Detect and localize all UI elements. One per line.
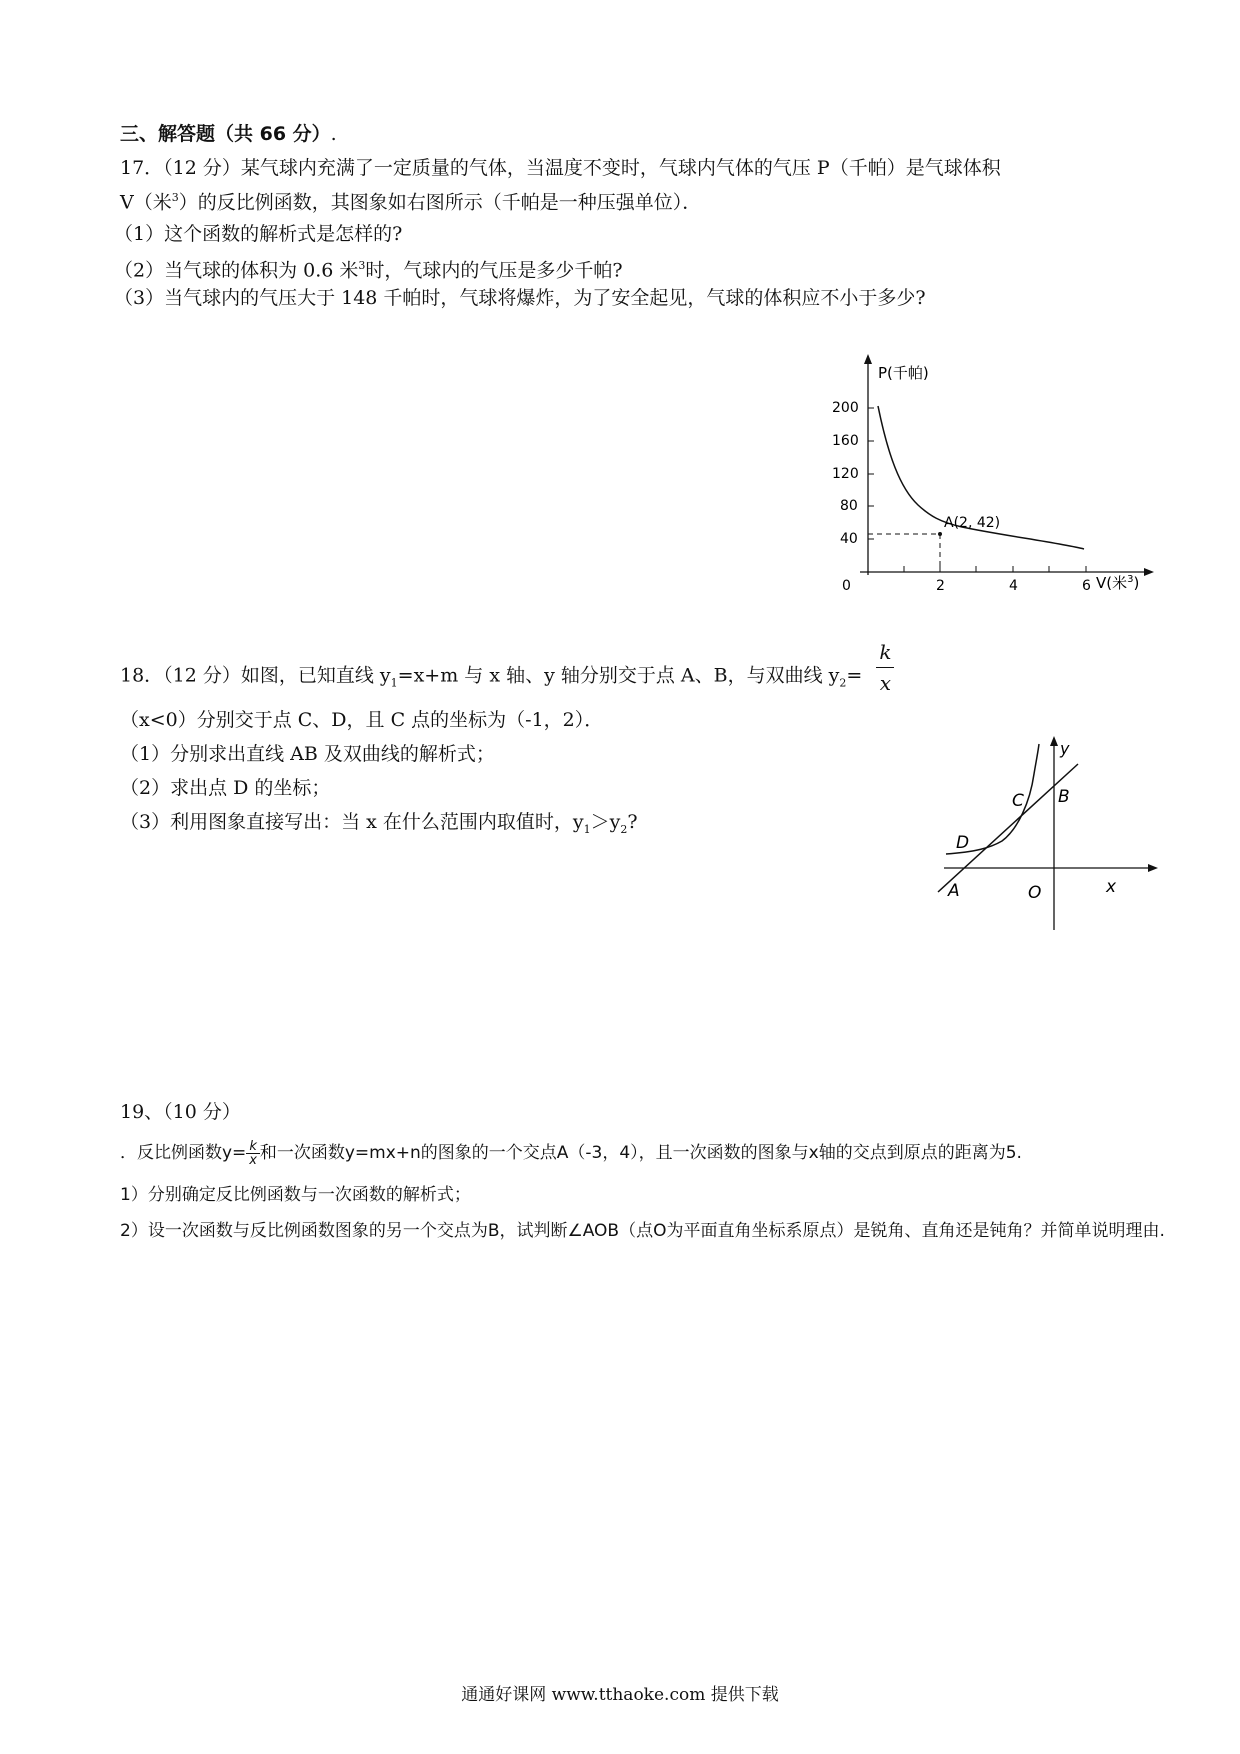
- q19-heading: 19、（10 分）: [120, 1101, 241, 1123]
- point-d-label: D: [956, 833, 970, 853]
- point-c-label: C: [1012, 791, 1024, 811]
- y-axis-label: P(千帕): [878, 364, 929, 382]
- point-a-label: A(2, 42): [944, 515, 1001, 531]
- q17-sub3: （3）当气球内的气压大于 148 千帕时，气球将爆炸，为了安全起见，气球的体积应不小于多少?: [114, 287, 926, 309]
- x-tick-label: 2: [936, 578, 945, 594]
- x-axis-label: x: [1106, 877, 1117, 897]
- origin-label: 0: [842, 578, 851, 594]
- x-axis-label: V(米$^3$): [1096, 574, 1140, 592]
- fraction-k-over-x: $\frac{k}{x}$: [876, 637, 894, 698]
- fraction-k-over-x: $\frac{k}{x}$: [246, 1140, 260, 1167]
- y-tick-label: 40: [840, 531, 858, 547]
- x-axis-arrow: [1148, 864, 1158, 872]
- q18-sub3: （3）利用图象直接写出：当 x 在什么范围内取值时，$y_1>y_2$?: [120, 811, 638, 836]
- y-axis-label: y: [1060, 739, 1070, 758]
- x-tick-label: 6: [1082, 578, 1091, 594]
- line-ab: [938, 764, 1078, 892]
- y-axis-arrow: [864, 354, 872, 364]
- q19-line1: ．反比例函数y= $\frac{k}{x}$ 和一次函数y=mx+n的图象的一个交点A（-3，4），且一次函数的图象与x轴的交点到原点的距离为5.: [120, 1138, 1022, 1168]
- x-tick-label: 4: [1009, 578, 1018, 594]
- q18-sub1: （1）分别求出直线 AB 及双曲线的解析式；: [120, 743, 495, 765]
- line-hyperbola-graph: [930, 730, 1170, 940]
- y-tick-label: 120: [832, 466, 859, 482]
- q19-sub2: 2）设一次函数与反比例函数图象的另一个交点为B，试判断∠AOB（点O为平面直角坐标系原点）是锐角、直角还是钝角？并简单说明理由.: [120, 1221, 1165, 1241]
- point-a-label: A: [948, 881, 960, 901]
- y-tick-label: 160: [832, 433, 859, 449]
- y-tick-label: 200: [832, 400, 859, 416]
- q18-line2: （x<0）分别交于点 C、D，且 C 点的坐标为（-1，2）．: [120, 709, 604, 731]
- q19-sub1: 1）分别确定反比例函数与一次函数的解析式；: [120, 1185, 471, 1205]
- q17-sub1: （1）这个函数的解析式是怎样的?: [114, 223, 403, 245]
- q18-line1: 18．（12 分）如图，已知直线 $y_1=x+m$ 与 x 轴、y 轴分别交于点 A、B，与双曲线 $y_2=$ $\frac{k}{x}$: [120, 655, 894, 698]
- y-axis-arrow: [1050, 736, 1058, 746]
- section-heading: 三、解答题（共 66 分）.: [120, 123, 337, 145]
- pressure-volume-graph: [820, 350, 1160, 610]
- q17-line1: 17．（12 分）某气球内充满了一定质量的气体，当温度不变时，气球内气体的气压 P（千帕）是气球体积: [120, 157, 1001, 179]
- point-b-label: B: [1058, 787, 1070, 807]
- origin-label: O: [1028, 883, 1042, 903]
- q17-line2: V（米$^3$）的反比例函数，其图象如右图所示（千帕是一种压强单位）．: [120, 191, 702, 214]
- q17-sub2: （2）当气球的体积为 0.6 米$^3$时，气球内的气压是多少千帕?: [114, 259, 623, 282]
- x-axis-arrow: [1144, 568, 1154, 576]
- q18-sub2: （2）求出点 D 的坐标；: [120, 777, 331, 799]
- footer-credit: 通通好课网 www.tthaoke.com 提供下载: [461, 1685, 779, 1705]
- y-tick-label: 80: [840, 498, 858, 514]
- point-a: [938, 532, 942, 536]
